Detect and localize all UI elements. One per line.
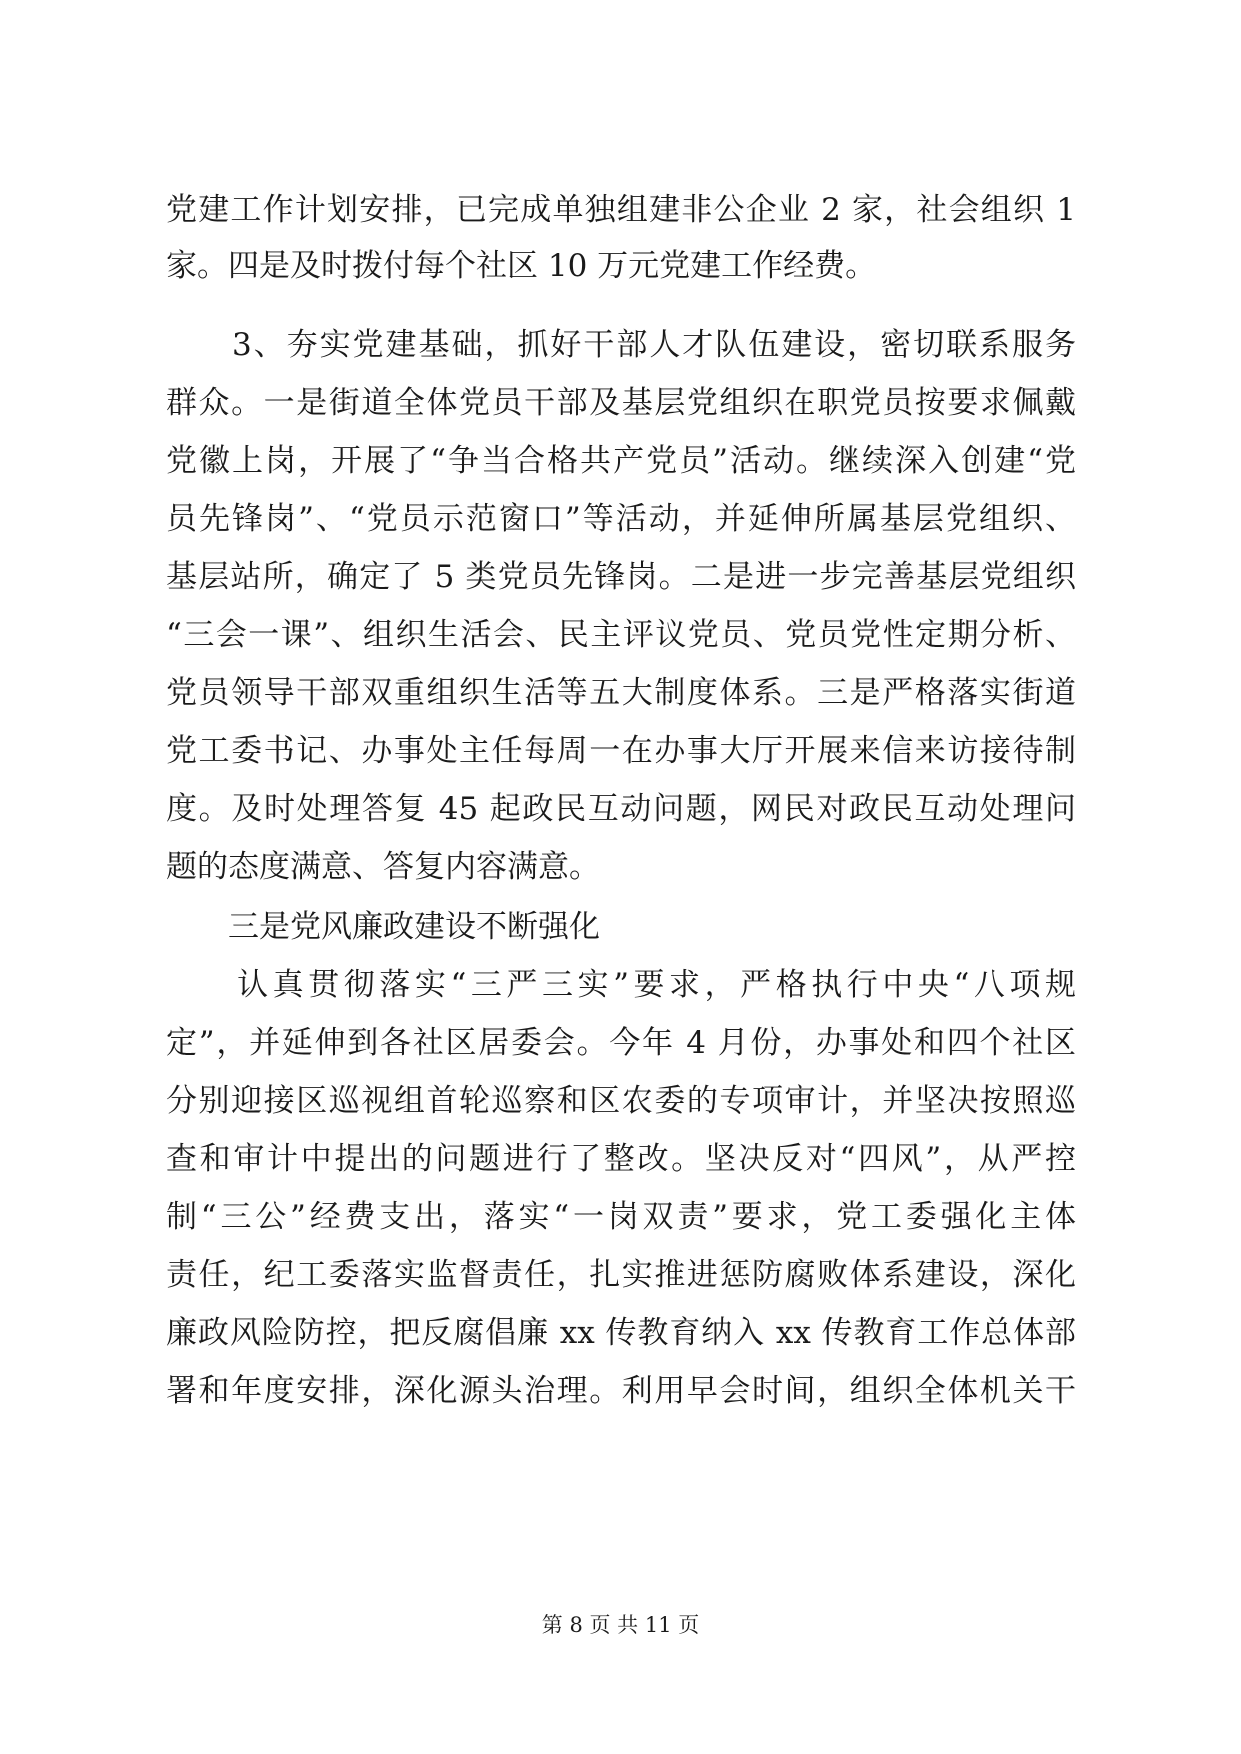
body-text-line: 党员领导干部双重组织生活等五大制度体系。三是严格落实街道 <box>166 675 1076 711</box>
section-heading: 三是党风廉政建设不断强化 <box>166 909 600 945</box>
body-text-line: 群众。一是街道全体党员干部及基层党组织在职党员按要求佩戴 <box>166 385 1076 421</box>
body-text-line: 定”，并延伸到各社区居委会。今年 4 月份，办事处和四个社区 <box>166 1025 1076 1061</box>
body-text-line: 责任，纪工委落实监督责任，扎实推进惩防腐败体系建设，深化 <box>166 1257 1076 1293</box>
body-text-line: 党工委书记、办事处主任每周一在办事大厅开展来信来访接待制 <box>166 733 1076 769</box>
page-number-footer: 第 8 页 共 11 页 <box>541 1613 700 1637</box>
body-text-line: 3、夯实党建基础，抓好干部人才队伍建设，密切联系服务 <box>166 327 1076 363</box>
body-text-line: “三会一课”、组织生活会、民主评议党员、党员党性定期分析、 <box>166 617 1076 653</box>
body-text-line: 认真贯彻落实“三严三实”要求，严格执行中央“八项规 <box>166 967 1076 1003</box>
body-text-line: 党建工作计划安排，已完成单独组建非公企业 2 家，社会组织 1 <box>166 192 1076 228</box>
body-text-line: 分别迎接区巡视组首轮巡察和区农委的专项审计，并坚决按照巡 <box>166 1083 1076 1119</box>
body-text-line: 廉政风险防控，把反腐倡廉 xx 传教育纳入 xx 传教育工作总体部 <box>166 1315 1076 1351</box>
body-text-line: 制“三公”经费支出，落实“一岗双责”要求，党工委强化主体 <box>166 1199 1076 1235</box>
body-text-line: 查和审计中提出的问题进行了整改。坚决反对“四风”，从严控 <box>166 1141 1076 1177</box>
body-text-line: 家。四是及时拨付每个社区 10 万元党建工作经费。 <box>166 248 877 284</box>
body-text-line: 党徽上岗，开展了“争当合格共产党员”活动。继续深入创建“党 <box>166 443 1076 479</box>
body-text-line: 题的态度满意、答复内容满意。 <box>166 849 600 885</box>
body-text-line: 度。及时处理答复 45 起政民互动问题，网民对政民互动处理问 <box>166 791 1076 827</box>
body-text-line: 基层站所，确定了 5 类党员先锋岗。二是进一步完善基层党组织 <box>166 559 1076 595</box>
body-text-line: 员先锋岗”、“党员示范窗口”等活动，并延伸所属基层党组织、 <box>166 501 1076 537</box>
body-text-line: 署和年度安排，深化源头治理。利用早会时间，组织全体机关干 <box>166 1373 1076 1409</box>
